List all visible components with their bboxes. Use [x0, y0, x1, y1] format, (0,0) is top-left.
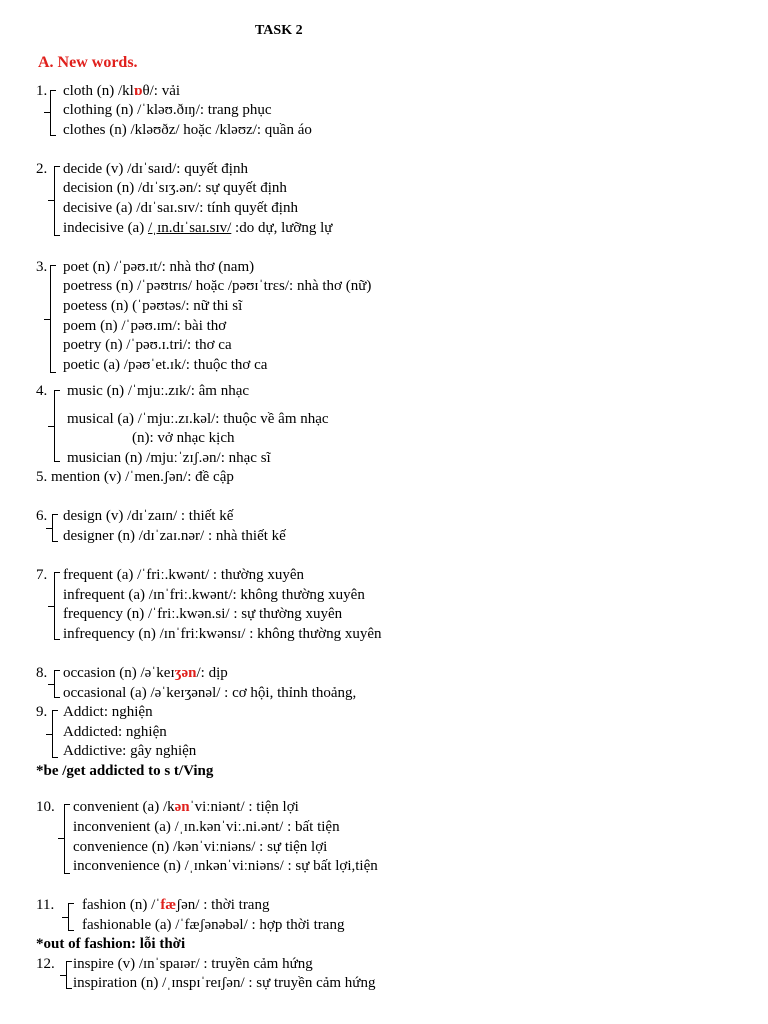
word-decision: decision (n) /dɪˈsɪʒ.ən/: sự quyết định	[63, 180, 287, 196]
group-1-brace	[50, 90, 51, 136]
word-inconvenience: inconvenience (n) /ˌɪnkənˈviːniəns/ : sự bất lợi,tiện	[73, 858, 378, 874]
word-infrequency: infrequency (n) /ɪnˈfriːkwənsɪ/ : không thường xuyên	[63, 626, 382, 642]
word-decide: decide (v) /dɪˈsaɪd/: quyết định	[63, 161, 248, 177]
word-designer: designer (n) /dɪˈzaɪ.nər/ : nhà thiết kế	[63, 528, 286, 544]
word-fashion: fashion (n) /ˈfæʃən/ : thời trang	[82, 897, 270, 913]
word-poem: poem (n) /ˈpəʊ.ɪm/: bài thơ	[63, 318, 227, 334]
group-2-number: 2.	[36, 161, 48, 177]
group-11-number: 11.	[36, 897, 55, 913]
word-occasion: occasion (n) /əˈkeɪʒən/: dịp	[63, 665, 228, 681]
group-7-number: 7.	[36, 567, 48, 583]
group-6-number: 6.	[36, 508, 48, 524]
group-12-brace	[66, 961, 67, 989]
group-10-number: 10.	[36, 799, 55, 815]
section-heading: A. New words.	[38, 54, 138, 71]
group-8-brace	[54, 670, 55, 698]
group-9-number: 9.	[36, 704, 48, 720]
group-4-number: 4.	[36, 383, 48, 399]
word-poetry: poetry (n) /ˈpəʊ.ɪ.tri/: thơ ca	[63, 337, 232, 353]
group-3-number: 3.	[36, 259, 48, 275]
group-10-brace	[64, 804, 65, 874]
word-frequent: frequent (a) /ˈfriː.kwənt/ : thường xuyên	[63, 567, 304, 583]
word-convenient: convenient (a) /kənˈviːniənt/ : tiện lợi	[73, 799, 299, 815]
group-4-brace	[54, 390, 55, 462]
group-3-brace	[50, 265, 51, 373]
word-design: design (v) /dɪˈzaɪn/ : thiết kế	[63, 508, 234, 524]
word-decisive: decisive (a) /dɪˈsaɪ.sɪv/: tính quyết định	[63, 200, 298, 216]
word-fashionable: fashionable (a) /ˈfæʃənəbəl/ : hợp thời trang	[82, 917, 345, 933]
word-clothing: clothing (n) /ˈkləʊ.ðɪŋ/: trang phục	[63, 102, 272, 118]
word-inspiration: inspiration (n) /ˌɪnspɪˈreɪʃən/ : sự truyền cảm hứng	[73, 975, 376, 991]
group-9-brace	[52, 710, 53, 758]
word-inspire: inspire (v) /ɪnˈspaɪər/ : truyền cảm hứng	[73, 956, 313, 972]
word-poetess: poetess (n) (ˈpəʊtəs/: nữ thi sĩ	[63, 298, 243, 314]
word-poet: poet (n) /ˈpəʊ.ɪt/: nhà thơ (nam)	[63, 259, 255, 275]
word-mention: 5. mention (v) /ˈmen.ʃən/: đề cập	[36, 469, 234, 485]
word-poetic: poetic (a) /pəʊˈet.ɪk/: thuộc thơ ca	[63, 357, 268, 373]
word-indecisive: indecisive (a) /ˌɪn.dɪˈsaɪ.sɪv/ :do dự, lưỡng lự	[63, 220, 333, 236]
group-1-number: 1.	[36, 83, 48, 99]
word-addictive: Addictive: gây nghiện	[63, 743, 197, 759]
word-infrequent: infrequent (a) /ɪnˈfriː.kwənt/: không thường xuyên	[63, 587, 365, 603]
page-title: TASK 2	[255, 23, 303, 38]
group-8-number: 8.	[36, 665, 48, 681]
word-addict: Addict: nghiện	[63, 704, 153, 720]
group-2-brace	[54, 166, 55, 236]
group-6-brace	[52, 514, 53, 542]
word-musical-noun: (n): vở nhạc kịch	[132, 430, 235, 446]
group-7-brace	[54, 572, 55, 640]
word-music: music (n) /ˈmjuː.zɪk/: âm nhạc	[67, 383, 250, 399]
group-11-brace	[68, 903, 69, 931]
word-poetress: poetress (n) /ˈpəʊtrɪs/ hoặc /pəʊɪˈtrɛs/: nhà thơ (nữ)	[63, 278, 372, 294]
word-inconvenient: inconvenient (a) /ˌɪn.kənˈviː.ni.ənt/ : bất tiện	[73, 819, 340, 835]
word-occasional: occasional (a) /əˈkeɪʒənəl/ : cơ hội, thỉnh thoảng,	[63, 685, 357, 701]
group-12-number: 12.	[36, 956, 55, 972]
word-frequency: frequency (n) /ˈfriː.kwən.si/ : sự thường xuyên	[63, 606, 343, 622]
note-addicted: *be /get addicted to s t/Ving	[36, 763, 214, 779]
word-cloth: cloth (n) /klɒθ/: vải	[63, 83, 181, 99]
word-convenience: convenience (n) /kənˈviːniəns/ : sự tiện lợi	[73, 839, 328, 855]
note-fashion: *out of fashion: lỗi thời	[36, 936, 186, 952]
word-musical: musical (a) /ˈmjuː.zɪ.kəl/: thuộc về âm nhạc	[67, 411, 329, 427]
word-addicted: Addicted: nghiện	[63, 724, 167, 740]
word-clothes: clothes (n) /kləʊðz/ hoặc /kləʊz/: quần áo	[63, 122, 312, 138]
word-musician: musician (n) /mjuːˈzɪʃ.ən/: nhạc sĩ	[67, 450, 271, 466]
